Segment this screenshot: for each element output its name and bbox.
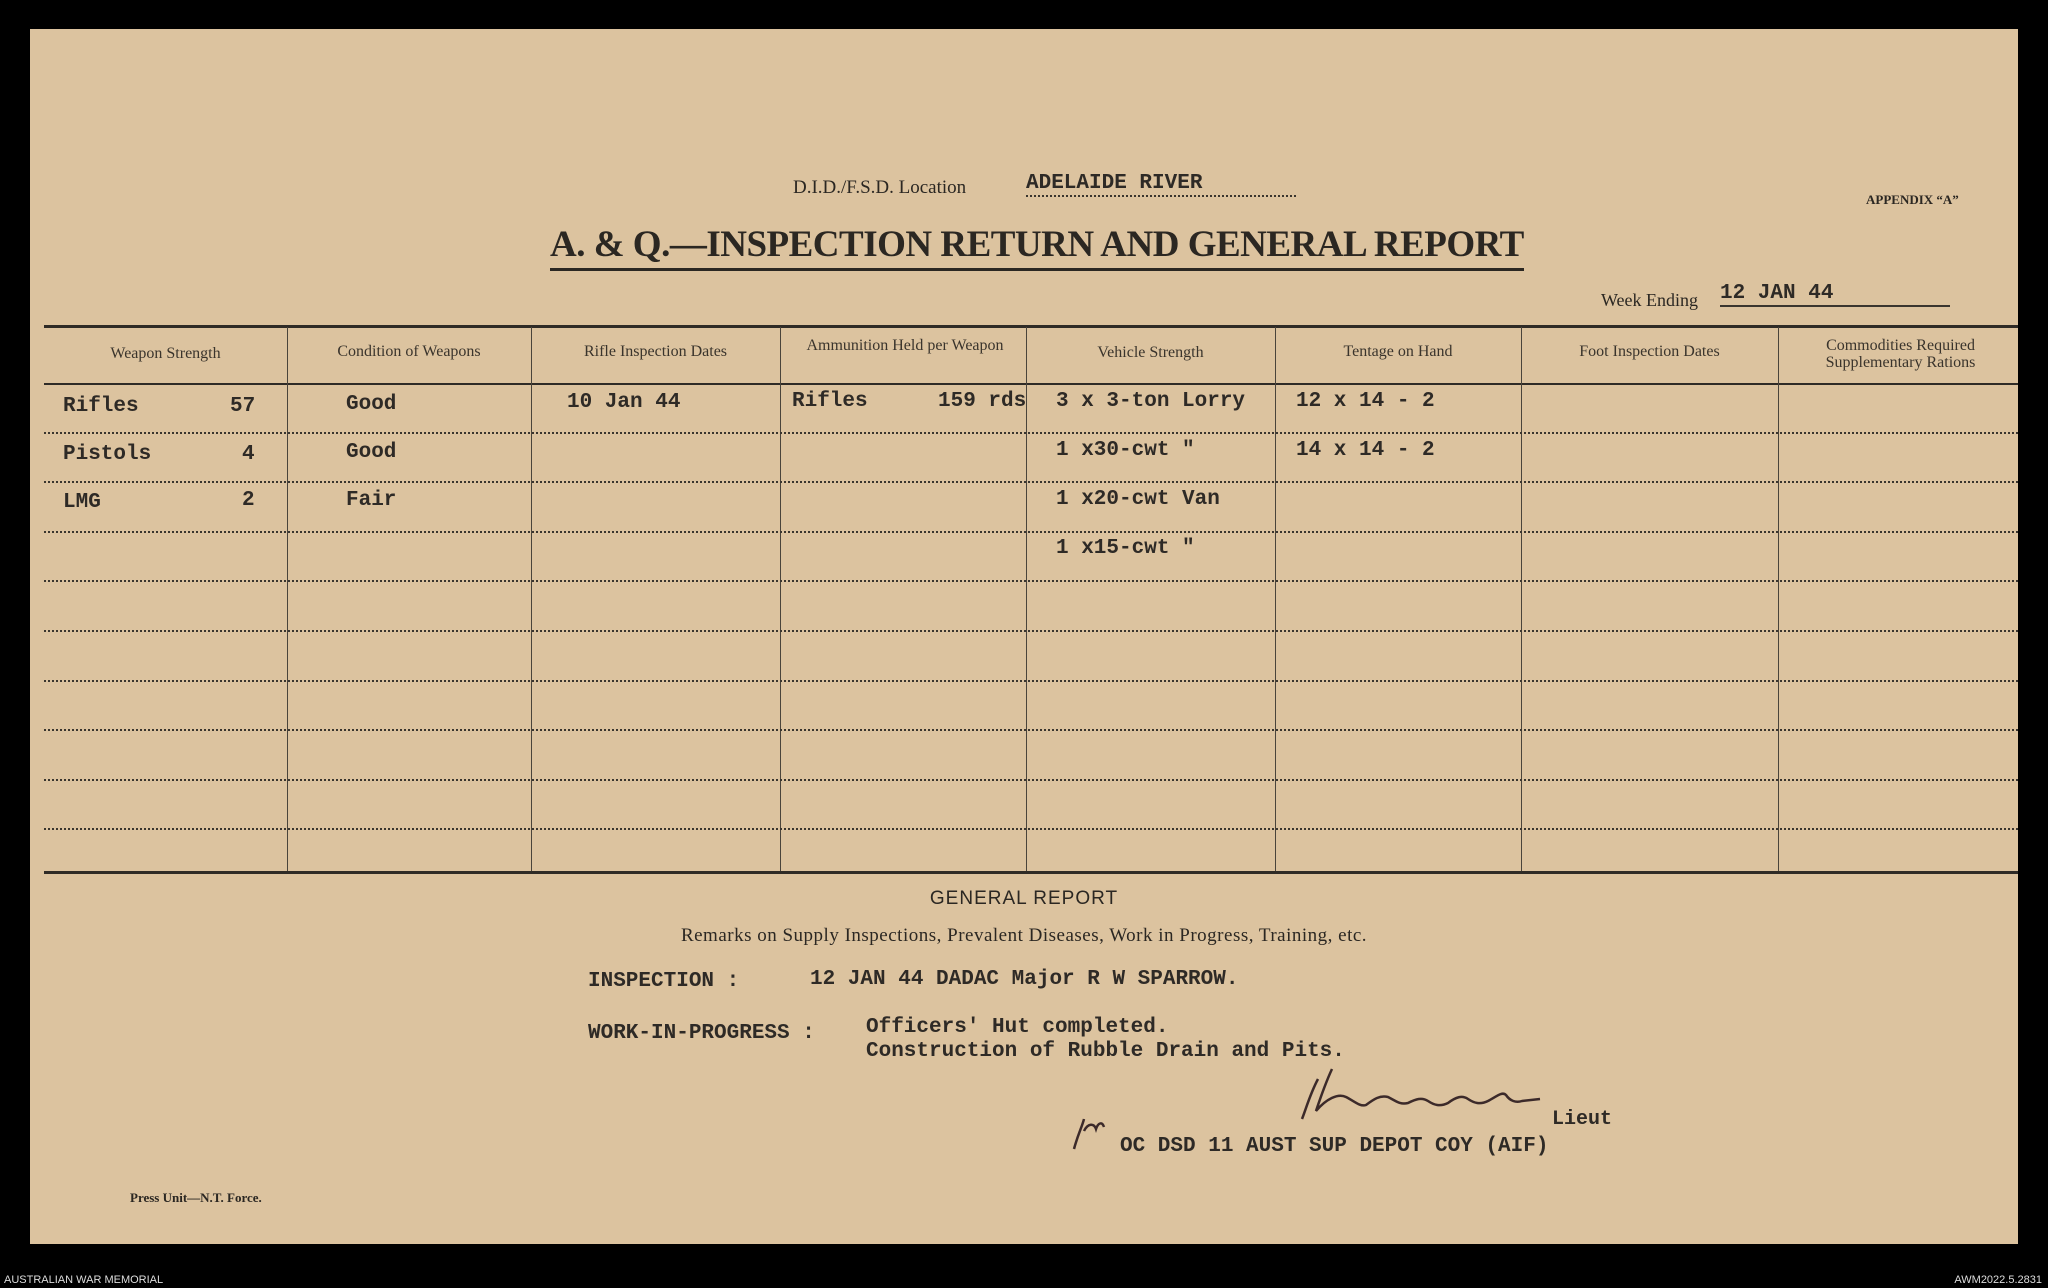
weapon-count: 2: [242, 489, 255, 512]
work-in-progress-line: Officers' Hut completed.: [866, 1016, 1169, 1039]
column-divider: [531, 327, 532, 871]
column-header: Weapon Strength: [110, 345, 221, 362]
weapon-name: Rifles: [63, 395, 139, 418]
table-header-rule: [44, 383, 2018, 385]
row-rule: [44, 630, 2018, 632]
document-sheet: [30, 29, 2018, 1244]
column-header: Foot Inspection Dates: [1579, 343, 1720, 360]
inspection-text: 12 JAN 44 DADAC Major R W SPARROW.: [810, 968, 1239, 991]
location-label: D.I.D./F.S.D. Location: [793, 177, 967, 198]
signature-unit: OC DSD 11 AUST SUP DEPOT COY (AIF): [1120, 1135, 1549, 1158]
column-divider: [780, 327, 781, 871]
column-divider: [1778, 327, 1779, 871]
row-rule: [44, 680, 2018, 682]
location-value: ADELAIDE RIVER: [1026, 172, 1296, 197]
general-report-subheading: Remarks on Supply Inspections, Prevalent Diseases, Work in Progress, Training, etc.: [680, 925, 1368, 946]
weapon-condition: Good: [346, 441, 397, 464]
weapon-name: LMG: [63, 491, 101, 514]
vehicle-entry: 1 x30-cwt ": [1056, 439, 1195, 462]
signature-rank: Lieut: [1552, 1108, 1613, 1131]
column-header: Tentage on Hand: [1343, 343, 1453, 360]
weapon-count: 4: [242, 443, 255, 466]
press-unit-label: Press Unit—N.T. Force.: [130, 1190, 262, 1205]
footer-catalogue-number: AWM2022.5.2831: [1954, 1274, 2042, 1286]
row-rule: [44, 432, 2018, 434]
page-title: A. & Q.—INSPECTION RETURN AND GENERAL REPORT: [550, 223, 1524, 271]
vehicle-entry: 3 x 3-ton Lorry: [1056, 390, 1246, 413]
weapon-count: 57: [230, 395, 256, 418]
table-top-rule: [44, 325, 2018, 328]
weapon-name: Pistols: [63, 443, 152, 466]
inspection-label: INSPECTION :: [588, 970, 740, 993]
vehicle-entry: 1 x20-cwt Van: [1056, 488, 1220, 511]
row-rule: [44, 531, 2018, 533]
appendix-label: APPENDIX “A”: [1866, 192, 1959, 207]
rifle-inspection-date: 10 Jan 44: [567, 391, 681, 414]
week-ending-label: Week Ending: [1601, 290, 1699, 310]
weapon-condition: Fair: [346, 489, 397, 512]
column-divider: [1275, 327, 1276, 871]
row-rule: [44, 729, 2018, 731]
footer-credit: AUSTRALIAN WAR MEMORIAL: [4, 1274, 164, 1286]
column-divider: [287, 327, 288, 871]
row-rule: [44, 580, 2018, 582]
table-bottom-rule: [44, 871, 2018, 874]
row-rule: [44, 481, 2018, 483]
column-header: Vehicle Strength: [1097, 344, 1204, 361]
general-report-heading: GENERAL REPORT: [929, 888, 1119, 909]
column-header: Commodities Required Supplementary Rations: [1825, 337, 1976, 371]
tentage-entry: 12 x 14 - 2: [1296, 390, 1435, 413]
week-ending-value: 12 JAN 44: [1720, 282, 1950, 307]
row-rule: [44, 779, 2018, 781]
column-header: Condition of Weapons: [337, 343, 481, 360]
row-rule: [44, 828, 2018, 830]
column-header: Rifle Inspection Dates: [583, 343, 728, 360]
vehicle-entry: 1 x15-cwt ": [1056, 537, 1195, 560]
work-in-progress-line: Construction of Rubble Drain and Pits.: [866, 1040, 1345, 1063]
work-in-progress-label: WORK-IN-PROGRESS :: [588, 1022, 815, 1045]
column-divider: [1521, 327, 1522, 871]
ammunition-amount: 159 rds: [938, 390, 1027, 413]
tentage-entry: 14 x 14 - 2: [1296, 439, 1435, 462]
ammunition-weapon: Rifles: [792, 390, 868, 413]
column-header: Ammunition Held per Weapon: [806, 337, 1004, 354]
weapon-condition: Good: [346, 393, 397, 416]
